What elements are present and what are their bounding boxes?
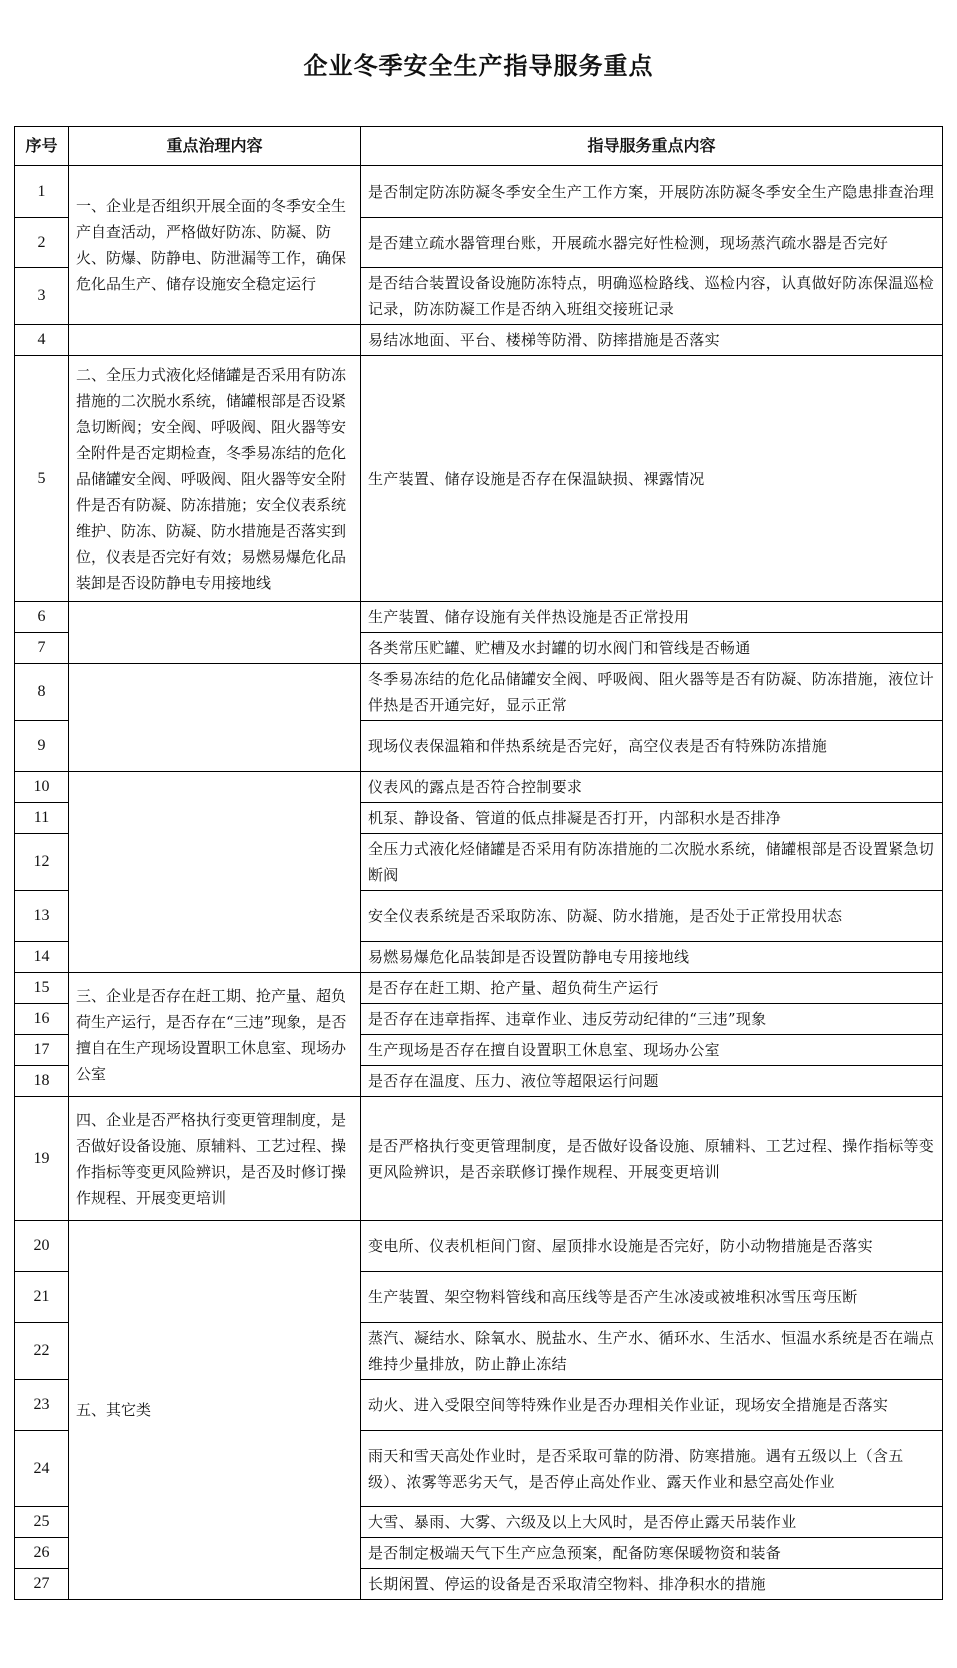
table-row	[15, 973, 943, 1004]
row-number: 10	[15, 772, 69, 803]
empty-category-cell	[69, 325, 361, 356]
category-cell: 三、企业是否存在赶工期、抢产量、超负荷生产运行，是否存在“三违”现象，是否擅自在生产现场设置职工休息室、现场办公室	[69, 973, 361, 1097]
category-cell: 二、全压力式液化烃储罐是否采用有防冻措施的二次脱水系统，储罐根部是否设紧急切断阀；安全阀、呼吸阀、阻火器等安全附件是否定期检查，冬季易冻结的危化品储罐安全阀、呼吸阀、阻火器等安全附件是否有防凝、防冻措施；安全仪表系统维护、防冻、防凝、防水措施是否落实到位，仪表是否完好有效；易燃易爆危化品装卸是否设防静电专用接地线	[69, 356, 361, 602]
row-number: 18	[15, 1066, 69, 1097]
table-row	[15, 356, 943, 602]
row-number: 21	[15, 1272, 69, 1323]
guidance-cell: 冬季易冻结的危化品储罐安全阀、呼吸阀、阻火器等是否有防凝、防冻措施，液位计伴热是否开通完好，显示正常	[361, 664, 943, 721]
table-row	[15, 325, 943, 356]
guidance-cell: 是否存在违章指挥、违章作业、违反劳动纪律的“三违”现象	[361, 1004, 943, 1035]
row-number: 6	[15, 602, 69, 633]
row-number: 25	[15, 1507, 69, 1538]
guidance-cell: 是否存在赶工期、抢产量、超负荷生产运行	[361, 973, 943, 1004]
category-cell: 四、企业是否严格执行变更管理制度，是否做好设备设施、原辅料、工艺过程、操作指标等变更风险辨识，是否及时修订操作规程、开展变更培训	[69, 1097, 361, 1221]
header-guidance-content: 指导服务重点内容	[361, 127, 943, 166]
table-row	[15, 772, 943, 803]
row-number: 14	[15, 942, 69, 973]
guidance-table	[14, 126, 943, 1600]
row-number: 4	[15, 325, 69, 356]
empty-category-cell	[69, 772, 361, 973]
guidance-cell: 各类常压贮罐、贮槽及水封罐的切水阀门和管线是否畅通	[361, 633, 943, 664]
guidance-cell: 变电所、仪表机柜间门窗、屋顶排水设施是否完好，防小动物措施是否落实	[361, 1221, 943, 1272]
table-row	[15, 1097, 943, 1221]
header-governance-content: 重点治理内容	[69, 127, 361, 166]
row-number: 7	[15, 633, 69, 664]
table-header-row	[15, 127, 943, 166]
empty-category-cell	[69, 664, 361, 772]
row-number: 22	[15, 1323, 69, 1380]
guidance-cell: 是否严格执行变更管理制度，是否做好设备设施、原辅料、工艺过程、操作指标等变更风险辨识，是否亲联修订操作规程、开展变更培训	[361, 1097, 943, 1221]
guidance-cell: 安全仪表系统是否采取防冻、防凝、防水措施，是否处于正常投用状态	[361, 891, 943, 942]
category-cell: 五、其它类	[69, 1221, 361, 1600]
row-number: 23	[15, 1380, 69, 1431]
guidance-cell: 雨天和雪天高处作业时，是否采取可靠的防滑、防寒措施。遇有五级以上（含五级）、浓雾等恶劣天气，是否停止高处作业、露天作业和悬空高处作业	[361, 1431, 943, 1507]
header-serial: 序号	[15, 127, 69, 166]
guidance-cell: 是否制定防冻防凝冬季安全生产工作方案，开展防冻防凝冬季安全生产隐患排查治理	[361, 166, 943, 218]
guidance-cell: 生产装置、储存设施有关伴热设施是否正常投用	[361, 602, 943, 633]
row-number: 9	[15, 721, 69, 772]
row-number: 3	[15, 268, 69, 325]
guidance-cell: 蒸汽、凝结水、除氧水、脱盐水、生产水、循环水、生活水、恒温水系统是否在端点维持少量排放，防止静止冻结	[361, 1323, 943, 1380]
table-row	[15, 1221, 943, 1272]
row-number: 16	[15, 1004, 69, 1035]
table-row	[15, 664, 943, 721]
guidance-cell: 易燃易爆危化品装卸是否设置防静电专用接地线	[361, 942, 943, 973]
row-number: 12	[15, 834, 69, 891]
guidance-cell: 大雪、暴雨、大雾、六级及以上大风时，是否停止露天吊装作业	[361, 1507, 943, 1538]
table-row	[15, 602, 943, 633]
guidance-cell: 生产现场是否存在擅自设置职工休息室、现场办公室	[361, 1035, 943, 1066]
empty-category-cell	[69, 602, 361, 664]
row-number: 27	[15, 1569, 69, 1600]
row-number: 15	[15, 973, 69, 1004]
category-cell: 一、企业是否组织开展全面的冬季安全生产自查活动，严格做好防冻、防凝、防火、防爆、防静电、防泄漏等工作，确保危化品生产、储存设施安全稳定运行	[69, 166, 361, 325]
guidance-cell: 机泵、静设备、管道的低点排凝是否打开，内部积水是否排净	[361, 803, 943, 834]
row-number: 24	[15, 1431, 69, 1507]
row-number: 17	[15, 1035, 69, 1066]
row-number: 13	[15, 891, 69, 942]
guidance-cell: 动火、进入受限空间等特殊作业是否办理相关作业证，现场安全措施是否落实	[361, 1380, 943, 1431]
page-title: 企业冬季安全生产指导服务重点	[303, 51, 654, 80]
guidance-cell: 易结冰地面、平台、楼梯等防滑、防摔措施是否落实	[361, 325, 943, 356]
guidance-cell: 是否制定极端天气下生产应急预案，配备防寒保暖物资和装备	[361, 1538, 943, 1569]
row-number: 19	[15, 1097, 69, 1221]
row-number: 11	[15, 803, 69, 834]
row-number: 5	[15, 356, 69, 602]
row-number: 1	[15, 166, 69, 218]
guidance-cell: 生产装置、架空物料管线和高压线等是否产生冰凌或被堆积冰雪压弯压断	[361, 1272, 943, 1323]
guidance-cell: 是否结合装置设备设施防冻特点，明确巡检路线、巡检内容，认真做好防冻保温巡检记录，防冻防凝工作是否纳入班组交接班记录	[361, 268, 943, 325]
guidance-cell: 生产装置、储存设施是否存在保温缺损、裸露情况	[361, 356, 943, 602]
row-number: 20	[15, 1221, 69, 1272]
guidance-cell: 仪表风的露点是否符合控制要求	[361, 772, 943, 803]
table-row	[15, 166, 943, 218]
guidance-cell: 现场仪表保温箱和伴热系统是否完好，高空仪表是否有特殊防冻措施	[361, 721, 943, 772]
guidance-cell: 是否存在温度、压力、液位等超限运行问题	[361, 1066, 943, 1097]
guidance-cell: 全压力式液化烃储罐是否采用有防冻措施的二次脱水系统，储罐根部是否设置紧急切断阀	[361, 834, 943, 891]
row-number: 8	[15, 664, 69, 721]
guidance-cell: 是否建立疏水器管理台账，开展疏水器完好性检测，现场蒸汽疏水器是否完好	[361, 218, 943, 268]
guidance-cell: 长期闲置、停运的设备是否采取清空物料、排净积水的措施	[361, 1569, 943, 1600]
row-number: 26	[15, 1538, 69, 1569]
row-number: 2	[15, 218, 69, 268]
